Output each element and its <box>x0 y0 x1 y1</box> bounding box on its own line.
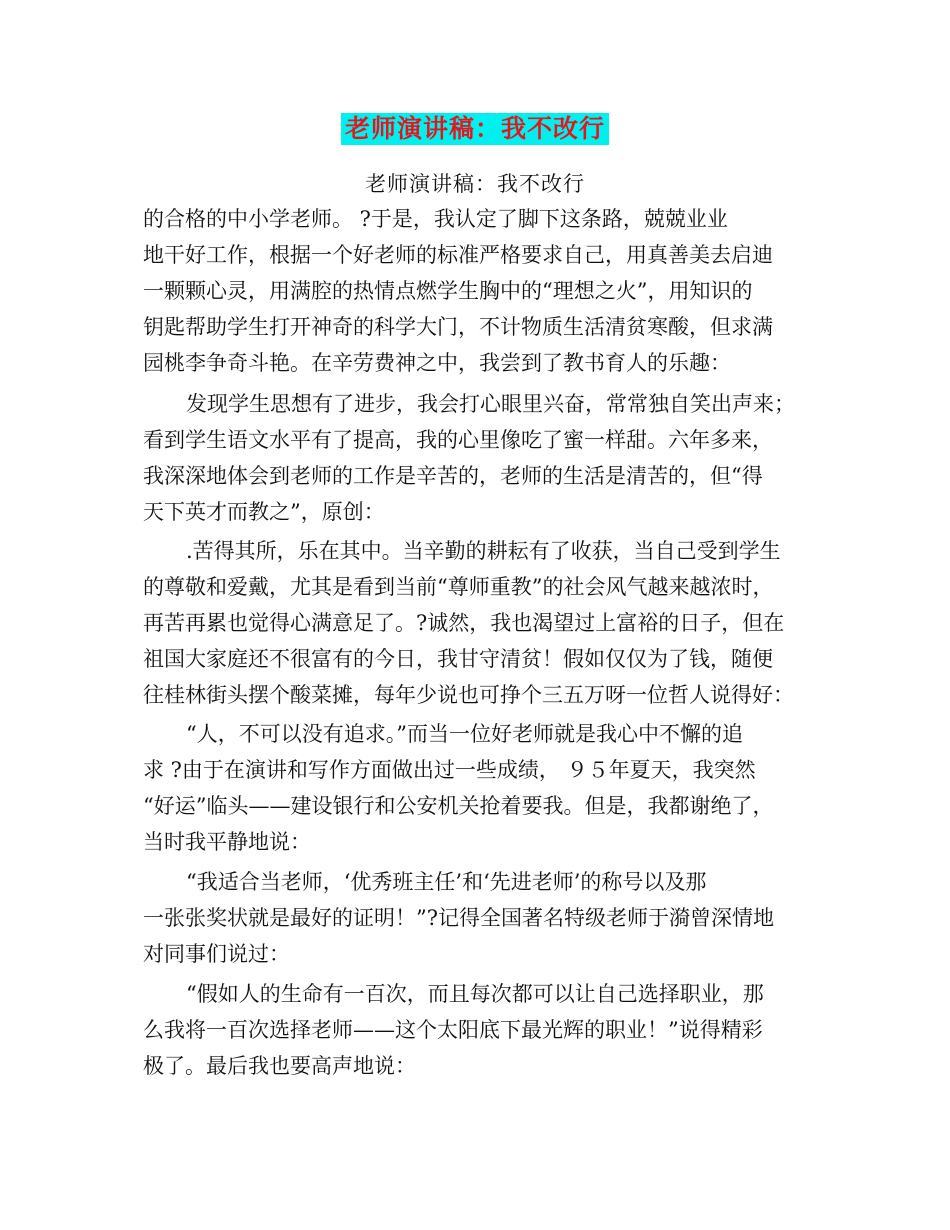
document-title: 老师演讲稿：我不改行 <box>341 113 609 145</box>
body-line: 么我将一百次选择老师——这个太阳底下最光辉的职业！”说得精彩 <box>143 1018 763 1042</box>
body-line: “我适合当老师，‘优秀班主任’和‘先进老师’的称号以及那 <box>186 870 707 894</box>
body-line: 的合格的中小学老师。 ?于是，我认定了脚下这条路，兢兢业业 <box>143 207 728 231</box>
body-line: 祖国大家庭还不很富有的今日，我甘守清贫！假如仅仅为了钱，随便 <box>143 647 773 671</box>
title-container <box>0 113 950 145</box>
body-line: “好运”临头——建设银行和公安机关抢着要我。但是，我都谢绝了， <box>143 794 774 818</box>
body-line: 当时我平静地说： <box>143 830 311 854</box>
body-line: 发现学生思想有了进步，我会打心眼里兴奋，常常独自笑出声来； <box>186 392 795 416</box>
body-line: 天下英才而教之”，原创： <box>143 500 385 524</box>
body-line: 看到学生语文水平有了提高，我的心里像吃了蜜一样甜。六年多来， <box>143 428 773 452</box>
body-line: “人，不可以没有追求。”而当一位好老师就是我心中不懈的追 <box>186 722 743 746</box>
body-line: 我深深地体会到老师的工作是辛苦的，老师的生活是清苦的，但“得 <box>143 464 763 488</box>
body-line: 极了。最后我也要高声地说： <box>143 1054 416 1078</box>
body-line: 一颗颗心灵，用满腔的热情点燃学生胸中的“理想之火”，用知识的 <box>143 279 753 303</box>
body-line: 再苦再累也觉得心满意足了。?诚然，我也渴望过上富裕的日子，但在 <box>143 611 785 635</box>
body-line: 钥匙帮助学生打开神奇的科学大门，不计物质生活清贫寒酸，但求满 <box>143 315 773 339</box>
document-subtitle: 老师演讲稿：我不改行 <box>365 172 585 196</box>
body-line: 的尊敬和爱戴，尤其是看到当前“尊师重教”的社会风气越来越浓时， <box>143 575 774 599</box>
body-line: 园桃李争奇斗艳。在辛劳费神之中，我尝到了教书育人的乐趣： <box>143 351 731 375</box>
body-line: 地干好工作，根据一个好老师的标准严格要求自己，用真善美去启迪 <box>143 243 773 267</box>
body-line: .苦得其所，乐在其中。当辛勤的耕耘有了收获，当自己受到学生 <box>186 539 781 563</box>
body-line: 一张张奖状就是最好的证明！”?记得全国著名特级老师于漪曾深情地 <box>143 906 774 930</box>
body-line: 对同事们说过： <box>143 942 290 966</box>
body-line: 求 ?由于在演讲和写作方面做出过一些成绩， ９５年夏天，我突然 <box>143 758 756 782</box>
body-line: 往桂林街头摆个酸菜摊，每年少说也可挣个三五万呀一位哲人说得好： <box>143 683 794 707</box>
body-line: “假如人的生命有一百次，而且每次都可以让自己选择职业，那 <box>186 982 764 1006</box>
